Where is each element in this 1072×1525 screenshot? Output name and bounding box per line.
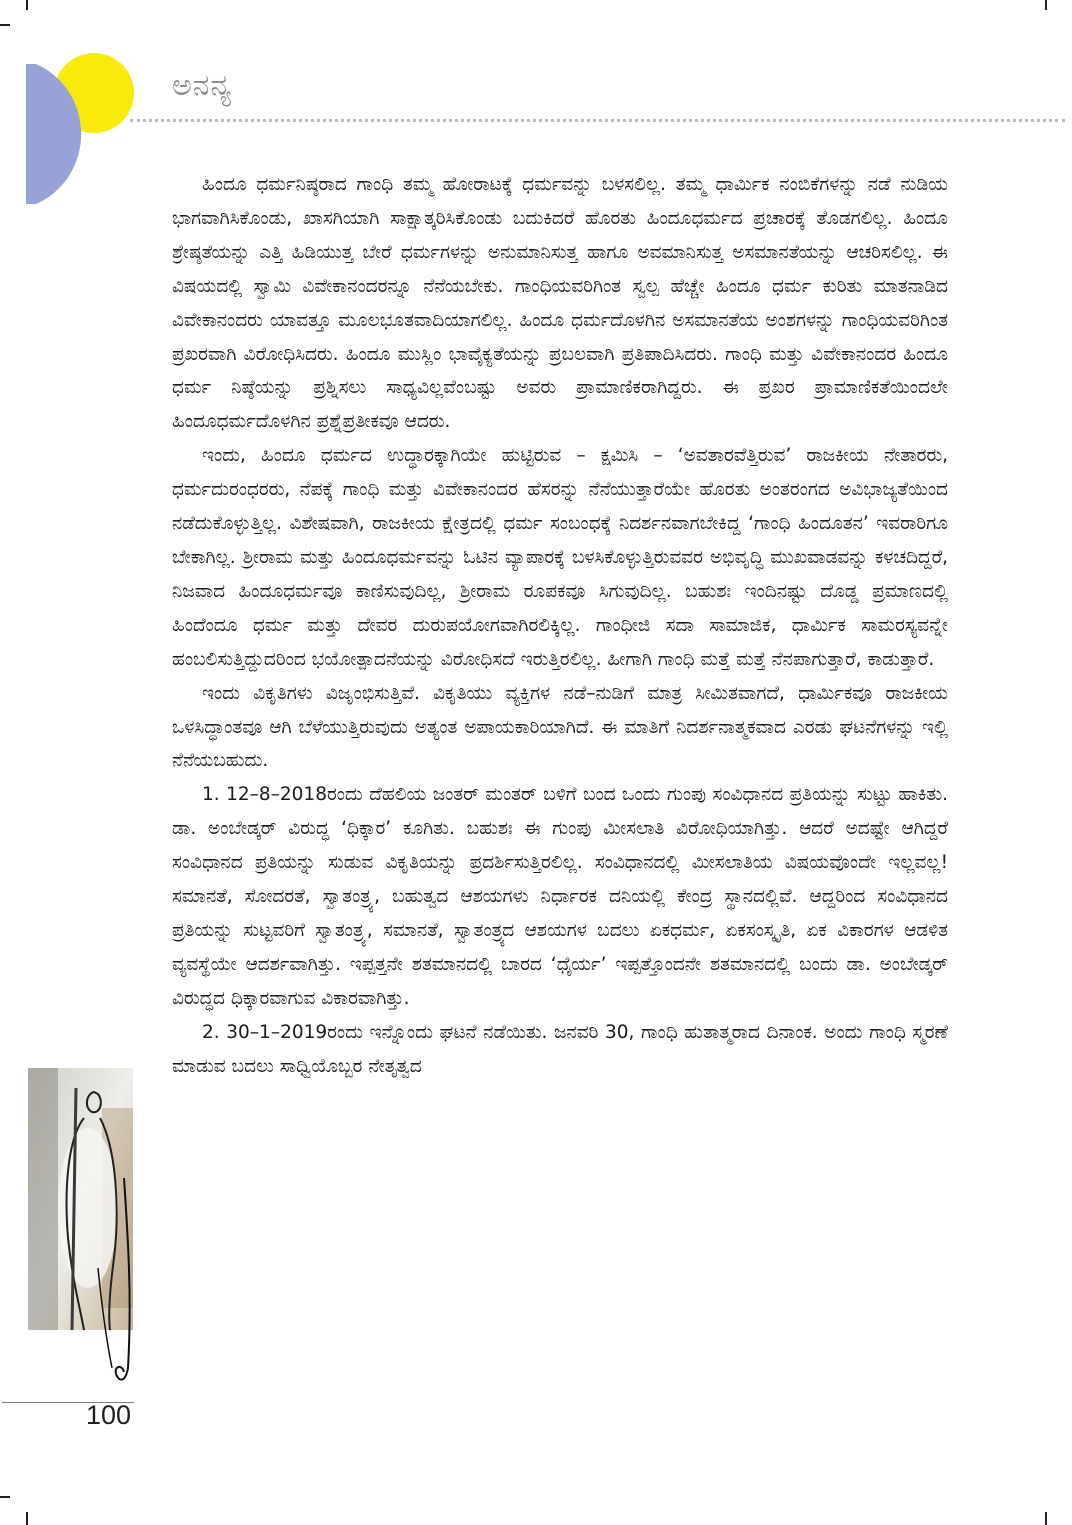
crop-mark-bottom-right bbox=[1045, 1512, 1047, 1525]
crop-mark-top-left bbox=[26, 0, 28, 10]
header-decoration bbox=[26, 52, 146, 212]
crop-mark-top-right bbox=[1045, 0, 1047, 10]
header-dotted-rule bbox=[130, 119, 1065, 122]
body-text bbox=[172, 168, 948, 1398]
paragraph: ಹಿಂದೂ ಧರ್ಮನಿಷ್ಠರಾದ ಗಾಂಧಿ ತಮ್ಮ ಹೋರಾಟಕ್ಕೆ ಧರ್ಮವನ್ನು ಬಳಸಲಿಲ್ಲ. ತಮ್ಮ ಧಾರ್ಮಿಕ ನಂಬಿಕೆಗಳನ್ನು ನಡೆ ನುಡಿಯ ಭಾಗವಾಗಿಸಿಕೊಂಡು, ಖಾಸಗಿಯಾಗಿ ಸಾಕ್ಷಾತ್ಕರಿಸಿಕೊಂಡು ಬದುಕಿದರೆ ಹೊರತು ಹಿಂದೂಧರ್ಮದ ಪ್ರಚಾರಕ್ಕೆ ತೊಡಗಲಿಲ್ಲ. ಹಿಂದೂ ಶ್ರೇಷ್ಠತೆಯನ್ನು ಎತ್ತಿ ಹಿಡಿಯುತ್ತ ಬೇರೆ ಧರ್ಮಗಳನ್ನು ಅನುಮಾನಿಸುತ್ತ ಹಾಗೂ ಅವಮಾನಿಸುತ್ತ ಅಸಮಾನತೆಯನ್ನು ಆಚರಿಸಲಿಲ್ಲ. ಈ ವಿಷಯದಲ್ಲಿ ಸ್ವಾಮಿ ವಿವೇಕಾನಂದರನ್ನೂ ನೆನೆಯಬೇಕು. ಗಾಂಧಿಯವರಿಗಿಂತ ಸ್ವಲ್ಪ ಹೆಚ್ಚೇ ಹಿಂದೂ ಧರ್ಮ ಕುರಿತು ಮಾತನಾಡಿದ ವಿವೇಕಾನಂದರು ಯಾವತ್ತೂ ಮೂಲಭೂತವಾದಿಯಾಗಲಿಲ್ಲ. ಹಿಂದೂ ಧರ್ಮದೊಳಗಿನ ಅಸಮಾನತೆಯ ಅಂಶಗಳನ್ನು ಗಾಂಧಿಯವರಿಗಿಂತ ಪ್ರಖರವಾಗಿ ವಿರೋಧಿಸಿದರು. ಹಿಂದೂ ಮುಸ್ಲಿಂ ಭಾವೈಕ್ಯತೆಯನ್ನು ಪ್ರಬಲವಾಗಿ ಪ್ರತಿಪಾದಿಸಿದರು. ಗಾಂಧಿ ಮತ್ತು ವಿವೇಕಾನಂದರ ಹಿಂದೂ ಧರ್ಮ ನಿಷ್ಠೆಯನ್ನು ಪ್ರಶ್ನಿಸಲು ಸಾಧ್ಯವಿಲ್ಲವೆಂಬಷ್ಟು ಅವರು ಪ್ರಾಮಾಣಿಕರಾಗಿದ್ದರು. ಈ ಪ್ರಖರ ಪ್ರಾಮಾಣಿಕತೆಯಿಂದಲೇ ಹಿಂದೂಧರ್ಮದೊಳಗಿನ ಪ್ರಶ್ನೆಪ್ರತೀಕವೂ ಆದರು. bbox=[172, 174, 948, 433]
crop-mark-bottom-left bbox=[26, 1512, 28, 1525]
crop-mark-left-bottom bbox=[0, 1496, 10, 1498]
page-number: 100 bbox=[86, 1400, 132, 1430]
crop-mark-left-top bbox=[0, 24, 10, 26]
paragraph: 1. 12–8–2018ರಂದು ದೆಹಲಿಯ ಜಂತರ್ ಮಂತರ್ ಬಳಿಗೆ ಬಂದ ಒಂದು ಗುಂಪು ಸಂವಿಧಾನದ ಪ್ರತಿಯನ್ನು ಸುಟ್ಟು ಹಾಕಿತು. ಡಾ. ಅಂಬೇಡ್ಕರ್ ವಿರುದ್ಧ ‘ಧಿಕ್ಕಾರ’ ಕೂಗಿತು. ಬಹುಶಃ ಈ ಗುಂಪು ಮೀಸಲಾತಿ ವಿರೋಧಿಯಾಗಿತ್ತು. ಆದರೆ ಅದಷ್ಟೇ ಆಗಿದ್ದರೆ ಸಂವಿಧಾನದ ಪ್ರತಿಯನ್ನು ಸುಡುವ ವಿಕೃತಿಯನ್ನು ಪ್ರದರ್ಶಿಸುತ್ತಿರಲಿಲ್ಲ. ಸಂವಿಧಾನದಲ್ಲಿ ಮೀಸಲಾತಿಯ ವಿಷಯವೊಂದೇ ಇಲ್ಲವಲ್ಲ! ಸಮಾನತೆ, ಸೋದರತೆ, ಸ್ವಾತಂತ್ರ್ಯ, ಬಹುತ್ವದ ಆಶಯಗಳು ನಿರ್ಧಾರಕ ದನಿಯಲ್ಲಿ ಕೇಂದ್ರ ಸ್ಥಾನದಲ್ಲಿವೆ. ಆದ್ದರಿಂದ ಸಂವಿಧಾನದ ಪ್ರತಿಯನ್ನು ಸುಟ್ಟವರಿಗೆ ಸ್ವಾತಂತ್ರ್ಯ, ಸಮಾನತೆ, ಸ್ವಾತಂತ್ರ್ಯದ ಆಶಯಗಳ ಬದಲು ಏಕಧರ್ಮ, ಏಕಸಂಸ್ಕೃತಿ, ಏಕ ವಿಕಾರಗಳ ಆಡಳಿತ ವ್ಯವಸ್ಥೆಯೇ ಆದರ್ಶವಾಗಿತ್ತು. ಇಪ್ಪತ್ತನೇ ಶತಮಾನದಲ್ಲಿ ಬಾರದ ‘ಧೈರ್ಯ’ ಇಪ್ಪತ್ತೊಂದನೇ ಶತಮಾನದಲ್ಲಿ ಬಂದು ಡಾ. ಅಂಬೇಡ್ಕರ್ ವಿರುದ್ಧದ ಧಿಕ್ಕಾರವಾಗುವ ವಿಕಾರವಾಗಿತ್ತು. bbox=[172, 784, 948, 1009]
paragraph: ಇಂದು, ಹಿಂದೂ ಧರ್ಮದ ಉದ್ಧಾರಕ್ಕಾಗಿಯೇ ಹುಟ್ಟಿರುವ – ಕ್ಷಮಿಸಿ – ‘ಅವತಾರವೆತ್ತಿರುವ’ ರಾಜಕೀಯ ನೇತಾರರು, ಧರ್ಮದುರಂಧರರು, ನೆಪಕ್ಕೆ ಗಾಂಧಿ ಮತ್ತು ವಿವೇಕಾನಂದರ ಹೆಸರನ್ನು ನೆನೆಯುತ್ತಾರೆಯೇ ಹೊರತು ಅಂತರಂಗದ ಅವಿಭಾಜ್ಯತೆಯಿಂದ ನಡೆದುಕೊಳ್ಳುತ್ತಿಲ್ಲ. ವಿಶೇಷವಾಗಿ, ರಾಜಕೀಯ ಕ್ಷೇತ್ರದಲ್ಲಿ ಧರ್ಮ ಸಂಬಂಧಕ್ಕೆ ನಿದರ್ಶನವಾಗಬೇಕಿದ್ದ ‘ಗಾಂಧಿ ಹಿಂದೂತನ’ ಇವರಾರಿಗೂ ಬೇಕಾಗಿಲ್ಲ. ಶ್ರೀರಾಮ ಮತ್ತು ಹಿಂದೂಧರ್ಮವನ್ನು ಓಟಿನ ವ್ಯಾಪಾರಕ್ಕೆ ಬಳಸಿಕೊಳ್ಳುತ್ತಿರುವವರ ಅಭಿವೃದ್ಧಿ ಮುಖವಾಡವನ್ನು ಕಳಚದಿದ್ದರೆ, ನಿಜವಾದ ಹಿಂದೂಧರ್ಮವೂ ಕಾಣಿಸುವುದಿಲ್ಲ, ಶ್ರೀರಾಮ ರೂಪಕವೂ ಸಿಗುವುದಿಲ್ಲ. ಬಹುಶಃ ಇಂದಿನಷ್ಟು ದೊಡ್ಡ ಪ್ರಮಾಣದಲ್ಲಿ ಹಿಂದೆಂದೂ ಧರ್ಮ ಮತ್ತು ದೇವರ ದುರುಪಯೋಗವಾಗಿರಲಿಕ್ಕಿಲ್ಲ. ಗಾಂಧೀಜಿ ಸದಾ ಸಾಮಾಜಿಕ, ಧಾರ್ಮಿಕ ಸಾಮರಸ್ಯವನ್ನೇ ಹಂಬಲಿಸುತ್ತಿದ್ದುದರಿಂದ ಭಯೋತ್ಪಾದನೆಯನ್ನು ವಿರೋಧಿಸದೆ ಇರುತ್ತಿರಲಿಲ್ಲ. ಹೀಗಾಗಿ ಗಾಂಧಿ ಮತ್ತೆ ಮತ್ತೆ ನೆನಪಾಗುತ್ತಾರೆ, ಕಾಡುತ್ತಾರೆ. bbox=[172, 445, 948, 670]
paragraph: ಇಂದು ವಿಕೃತಿಗಳು ವಿಜೃಂಭಿಸುತ್ತಿವೆ. ವಿಕೃತಿಯು ವ್ಯಕ್ತಿಗಳ ನಡೆ–ನುಡಿಗೆ ಮಾತ್ರ ಸೀಮಿತವಾಗದೆ, ಧಾರ್ಮಿಕವೂ ರಾಜಕೀಯ ಒಳಸಿದ್ಧಾಂತವೂ ಆಗಿ ಬೆಳೆಯುತ್ತಿರುವುದು ಅತ್ಯಂತ ಅಪಾಯಕಾರಿಯಾಗಿದೆ. ಈ ಮಾತಿಗೆ ನಿದರ್ಶನಾತ್ಮಕವಾದ ಎರಡು ಘಟನೆಗಳನ್ನು ಇಲ್ಲಿ ನೆನೆಯಬಹುದು. bbox=[172, 682, 948, 772]
gandhi-sketch-illustration bbox=[28, 1068, 133, 1388]
paragraph: 2. 30–1–2019ರಂದು ಇನ್ನೊಂದು ಘಟನೆ ನಡೆಯಿತು. ಜನವರಿ 30, ಗಾಂಧಿ ಹುತಾತ್ಮರಾದ ದಿನಾಂಕ. ಅಂದು ಗಾಂಧಿ ಸ್ಮರಣೆ ಮಾಡುವ ಬದಲು ಸಾಧ್ವಿಯೊಬ್ಬರ ನೇತೃತ್ವದ bbox=[172, 1021, 948, 1077]
header-title: ಅನನ್ಯ bbox=[172, 68, 233, 103]
